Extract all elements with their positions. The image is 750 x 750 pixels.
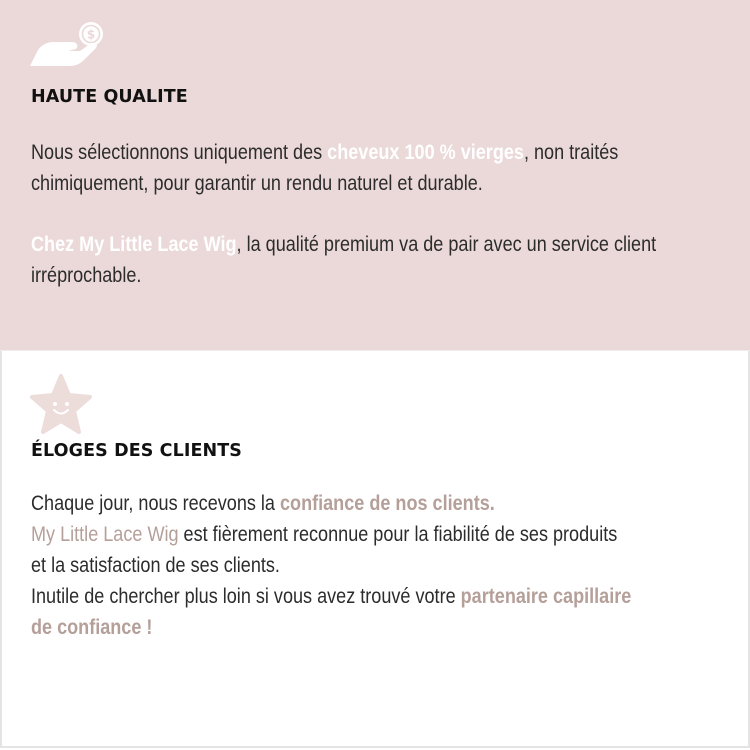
reviews-paragraph: [31, 488, 719, 643]
text-run: chimiquement, pour garantir un rendu naturel et durable.: [31, 172, 483, 195]
text-run: irréprochable.: [31, 264, 142, 287]
brand-highlight: Chez My Little Lace Wig: [31, 233, 237, 256]
text-run: Nous sélectionnons uniquement des: [31, 141, 328, 164]
text-run: , non traités: [523, 141, 619, 164]
hand-coin-icon: [28, 20, 108, 72]
text-run: est fièrement reconnue pour la fiabilité de ses produits: [178, 523, 618, 546]
trust-highlight: confiance de nos clients.: [279, 492, 495, 515]
brand-name: My Little Lace Wig: [31, 523, 179, 546]
text-run: Inutile de chercher plus loin si vous avez trouvé votre: [31, 585, 461, 608]
quality-section: [0, 0, 750, 350]
virgin-hair-highlight: cheveux 100 % vierges: [327, 141, 524, 164]
text-run: Chaque jour, nous recevons la: [31, 492, 280, 515]
svg-text:$: $: [86, 27, 96, 42]
quality-heading: HAUTE QUALITE: [31, 87, 188, 107]
text-run: , la qualité premium va de pair avec un service client: [236, 233, 657, 256]
partner-highlight: partenaire capillaire: [460, 585, 632, 608]
quality-paragraph-2: [31, 229, 719, 291]
text-run: et la satisfaction de ses clients.: [31, 554, 280, 577]
reviews-heading: ÉLOGES DES CLIENTS: [31, 441, 242, 461]
smiling-star-icon: [28, 374, 94, 436]
partner-highlight-continued: de confiance !: [31, 616, 153, 639]
quality-paragraph-1: [31, 137, 719, 199]
